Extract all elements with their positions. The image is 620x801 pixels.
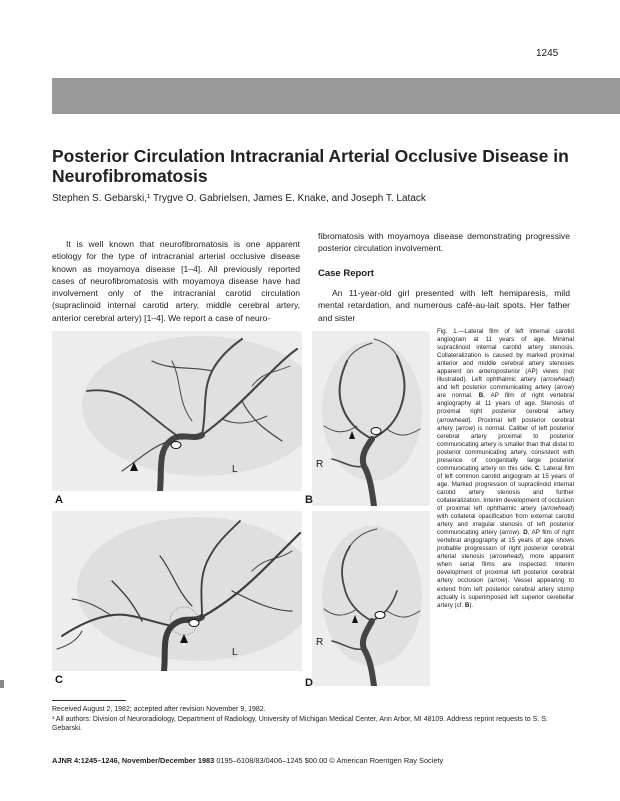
angiogram-panel-a (52, 331, 302, 491)
caption-text: ), more apparent when serial films are inspected. Interim development of proximal left posterior cerebral artery occlusion ( (437, 553, 574, 585)
caption-text: ). Proximal left posterior cerebral artery ( (437, 416, 574, 432)
caption-panel-ref: B (464, 601, 470, 609)
figure-caption (437, 328, 574, 610)
case-report-paragraph: An 11-year-old girl presented with left hemiparesis, mild mental retardation, and numerous café-au-lait spots. Her father and sister (318, 288, 570, 323)
caption-text: ). Vessel appearing to extend from left posterior cerebral artery stump actually is superimposed left superior cerebellar artery (cf. (437, 577, 574, 609)
angiogram-d-image (312, 511, 430, 686)
caption-em: arrowhead (542, 376, 572, 384)
caption-text: Fig. 1.—Lateral film of left internal carotid angiogram at 11 years of age. Minimal supraclinoid internal carotid artery stenosis. Collateralization is caused by marked proximal anterior and middle cerebral artery stenoses apparent on anteroposterior (AP) views (not illustrated). Left ophthalmic artery ( (437, 328, 574, 384)
marker-r-b: R (316, 459, 324, 470)
caption-text: , Lateral film of left common carotid angiogram at 15 years of age. Marked progression of supraclinoid internal carotid artery stenosis and further collateralization. Interim development of occlusion of proximal left ophthalmic artery ( (437, 464, 574, 513)
caption-em: arrow (501, 529, 517, 537)
panel-label-d: D (305, 677, 313, 689)
caption-panel-ref: C (534, 464, 540, 472)
angiogram-c-image (52, 511, 302, 671)
caption-text: ) with collateral opacification from external carotid artery and irregular stenosis of left posterior communicating artery ( (437, 505, 574, 537)
article-title: Posterior Circulation Intracranial Arterial Occlusive Disease in Neurofibromatosis (52, 146, 569, 186)
journal-line (52, 756, 443, 765)
angiogram-panel-b (312, 331, 430, 506)
angiogram-panel-d (312, 511, 430, 686)
intro-column (52, 238, 300, 324)
author-list: Stephen S. Gebarski,¹ Trygve O. Gabrielsen, James E. Knake, and Joseph T. Latack (52, 193, 426, 204)
caption-em: arrowhead (439, 416, 469, 424)
panel-label-b: B (305, 494, 313, 506)
journal-rest: 0195–6108/83/0406–1245 $00.00 © American Roentgen Ray Society (214, 756, 444, 765)
edge-mark (0, 680, 4, 688)
caption-text: , AP film of right vertebral angiography at 15 years of age shows probable progression of right posterior cerebral arterial stenosis ( (437, 529, 574, 561)
intro-paragraph: It is well known that neurofibromatosis is one apparent etiology for the type of intracranial arterial occlusive disease known as moyamoya disease [1–4]. All previously reported cases of neurofibromatosis with moyamoya disease have had involvement only of the intracranial carotid circulation (supraclinoid internal carotid artery, middle cerebral artery, anterior cerebral artery) [1–4]. We report a case of neuro- (52, 239, 300, 323)
intro-continuation: fibromatosis with moyamoya disease demonstrating progressive posterior circulation involvement. (318, 231, 570, 254)
marker-l-a: L (232, 464, 238, 475)
caption-text: ). (469, 601, 474, 609)
intro-continuation-column (318, 230, 570, 255)
affiliation-note: ¹ All authors: Division of Neuroradiology, Department of Radiology, University of Michigan Medical Center, Ann Arbor, MI 48109. Address reprint requests to S. S. Gebarski. (52, 716, 548, 732)
marker-r-d: R (316, 637, 324, 648)
received-note: Received August 2, 1982; accepted after revision November 9, 1982. (52, 706, 266, 713)
journal-citation: AJNR 4:1245–1246, November/December 1983 (52, 756, 215, 765)
marker-l-c: L (232, 647, 238, 658)
caption-em: arrowhead (542, 505, 572, 513)
caption-text: ) and left posterior communicating artery ( (437, 376, 574, 392)
caption-text: ). (516, 529, 524, 537)
case-report-column (318, 287, 570, 324)
caption-em: arrow (489, 577, 506, 585)
caption-text: ) are normal. (437, 384, 574, 400)
caption-em: arrow (457, 424, 474, 432)
footnote-rule (52, 700, 126, 701)
caption-panel-ref: B (478, 392, 484, 400)
angiogram-panel-c (52, 511, 302, 671)
page-number: 1245 (536, 48, 559, 59)
caption-em: arrowhead (491, 553, 521, 561)
caption-panel-ref: D (523, 529, 528, 537)
case-report-heading: Case Report (318, 268, 374, 279)
angiogram-b-image (312, 331, 430, 506)
caption-text: , AP film of right vertebral angiography at 11 years of age. Stenosis of proximal right posterior cerebral artery ( (437, 392, 574, 424)
caption-text: ) is normal. Caliber of left posterior cerebral artery proximal to posterior communicating artery is smaller than that distal to posterior communicating artery, consistent with presence of congenitally large posterior communicating artery on this side. (437, 424, 574, 472)
caption-em: arrow (556, 384, 572, 392)
header-band (52, 78, 620, 114)
panel-label-a: A (55, 494, 63, 506)
angiogram-a-image (52, 331, 302, 491)
panel-label-c: C (55, 674, 63, 686)
